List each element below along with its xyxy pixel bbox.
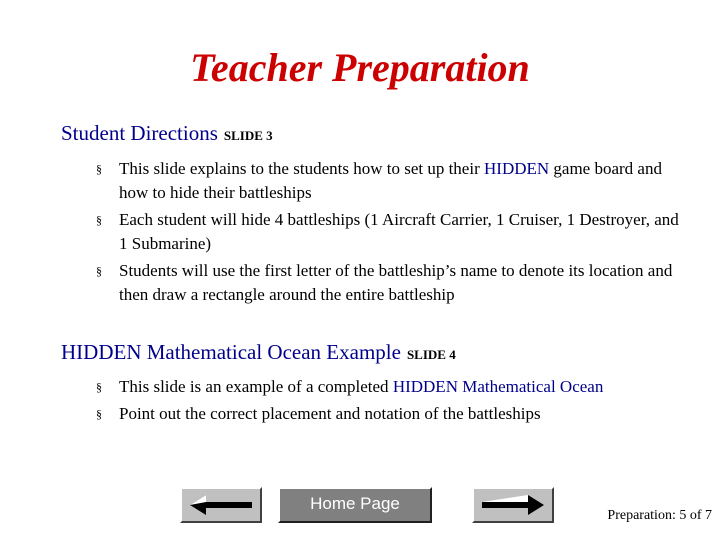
bullet-list-student-directions <box>96 157 686 310</box>
bullet-icon: § <box>96 162 102 176</box>
list-item: § This slide explains to the students how to set up their HIDDEN game board and how to hide their battleships <box>96 159 662 202</box>
slide-reference: SLIDE 4 <box>406 347 456 362</box>
slide-reference: SLIDE 3 <box>223 128 273 143</box>
right-arrow-icon <box>474 489 552 521</box>
section-heading-text: Student Directions <box>61 121 218 145</box>
list-item: § Students will use the first letter of the battleship’s name to denote its location and then draw a rectangle around the entire battleship <box>96 261 673 304</box>
bullet-list-hidden-ocean <box>96 375 686 429</box>
highlight-text: HIDDEN <box>484 159 550 178</box>
slide-title: Teacher Preparation <box>190 45 530 90</box>
bullet-icon: § <box>96 264 102 278</box>
section-heading-student-directions <box>61 121 273 146</box>
section-heading-text: HIDDEN Mathematical Ocean Example <box>61 340 401 364</box>
home-page-button[interactable]: Home Page <box>278 487 432 523</box>
back-button[interactable] <box>180 487 262 523</box>
bullet-icon: § <box>96 213 102 227</box>
forward-button[interactable] <box>472 487 554 523</box>
bullet-icon: § <box>96 380 102 394</box>
list-item: § Each student will hide 4 battleships (1 Aircraft Carrier, 1 Cruiser, 1 Destroyer, and 1 Submarine) <box>96 210 679 253</box>
left-arrow-icon <box>182 489 260 521</box>
page-indicator: Preparation: 5 of 7 <box>607 508 712 523</box>
section-heading-hidden-ocean <box>61 340 456 365</box>
bullet-icon: § <box>96 407 102 421</box>
list-item: § Point out the correct placement and notation of the battleships <box>96 402 686 426</box>
list-item: § This slide is an example of a completed HIDDEN Mathematical Ocean <box>96 375 686 399</box>
highlight-text: HIDDEN Mathematical Ocean <box>392 377 604 396</box>
